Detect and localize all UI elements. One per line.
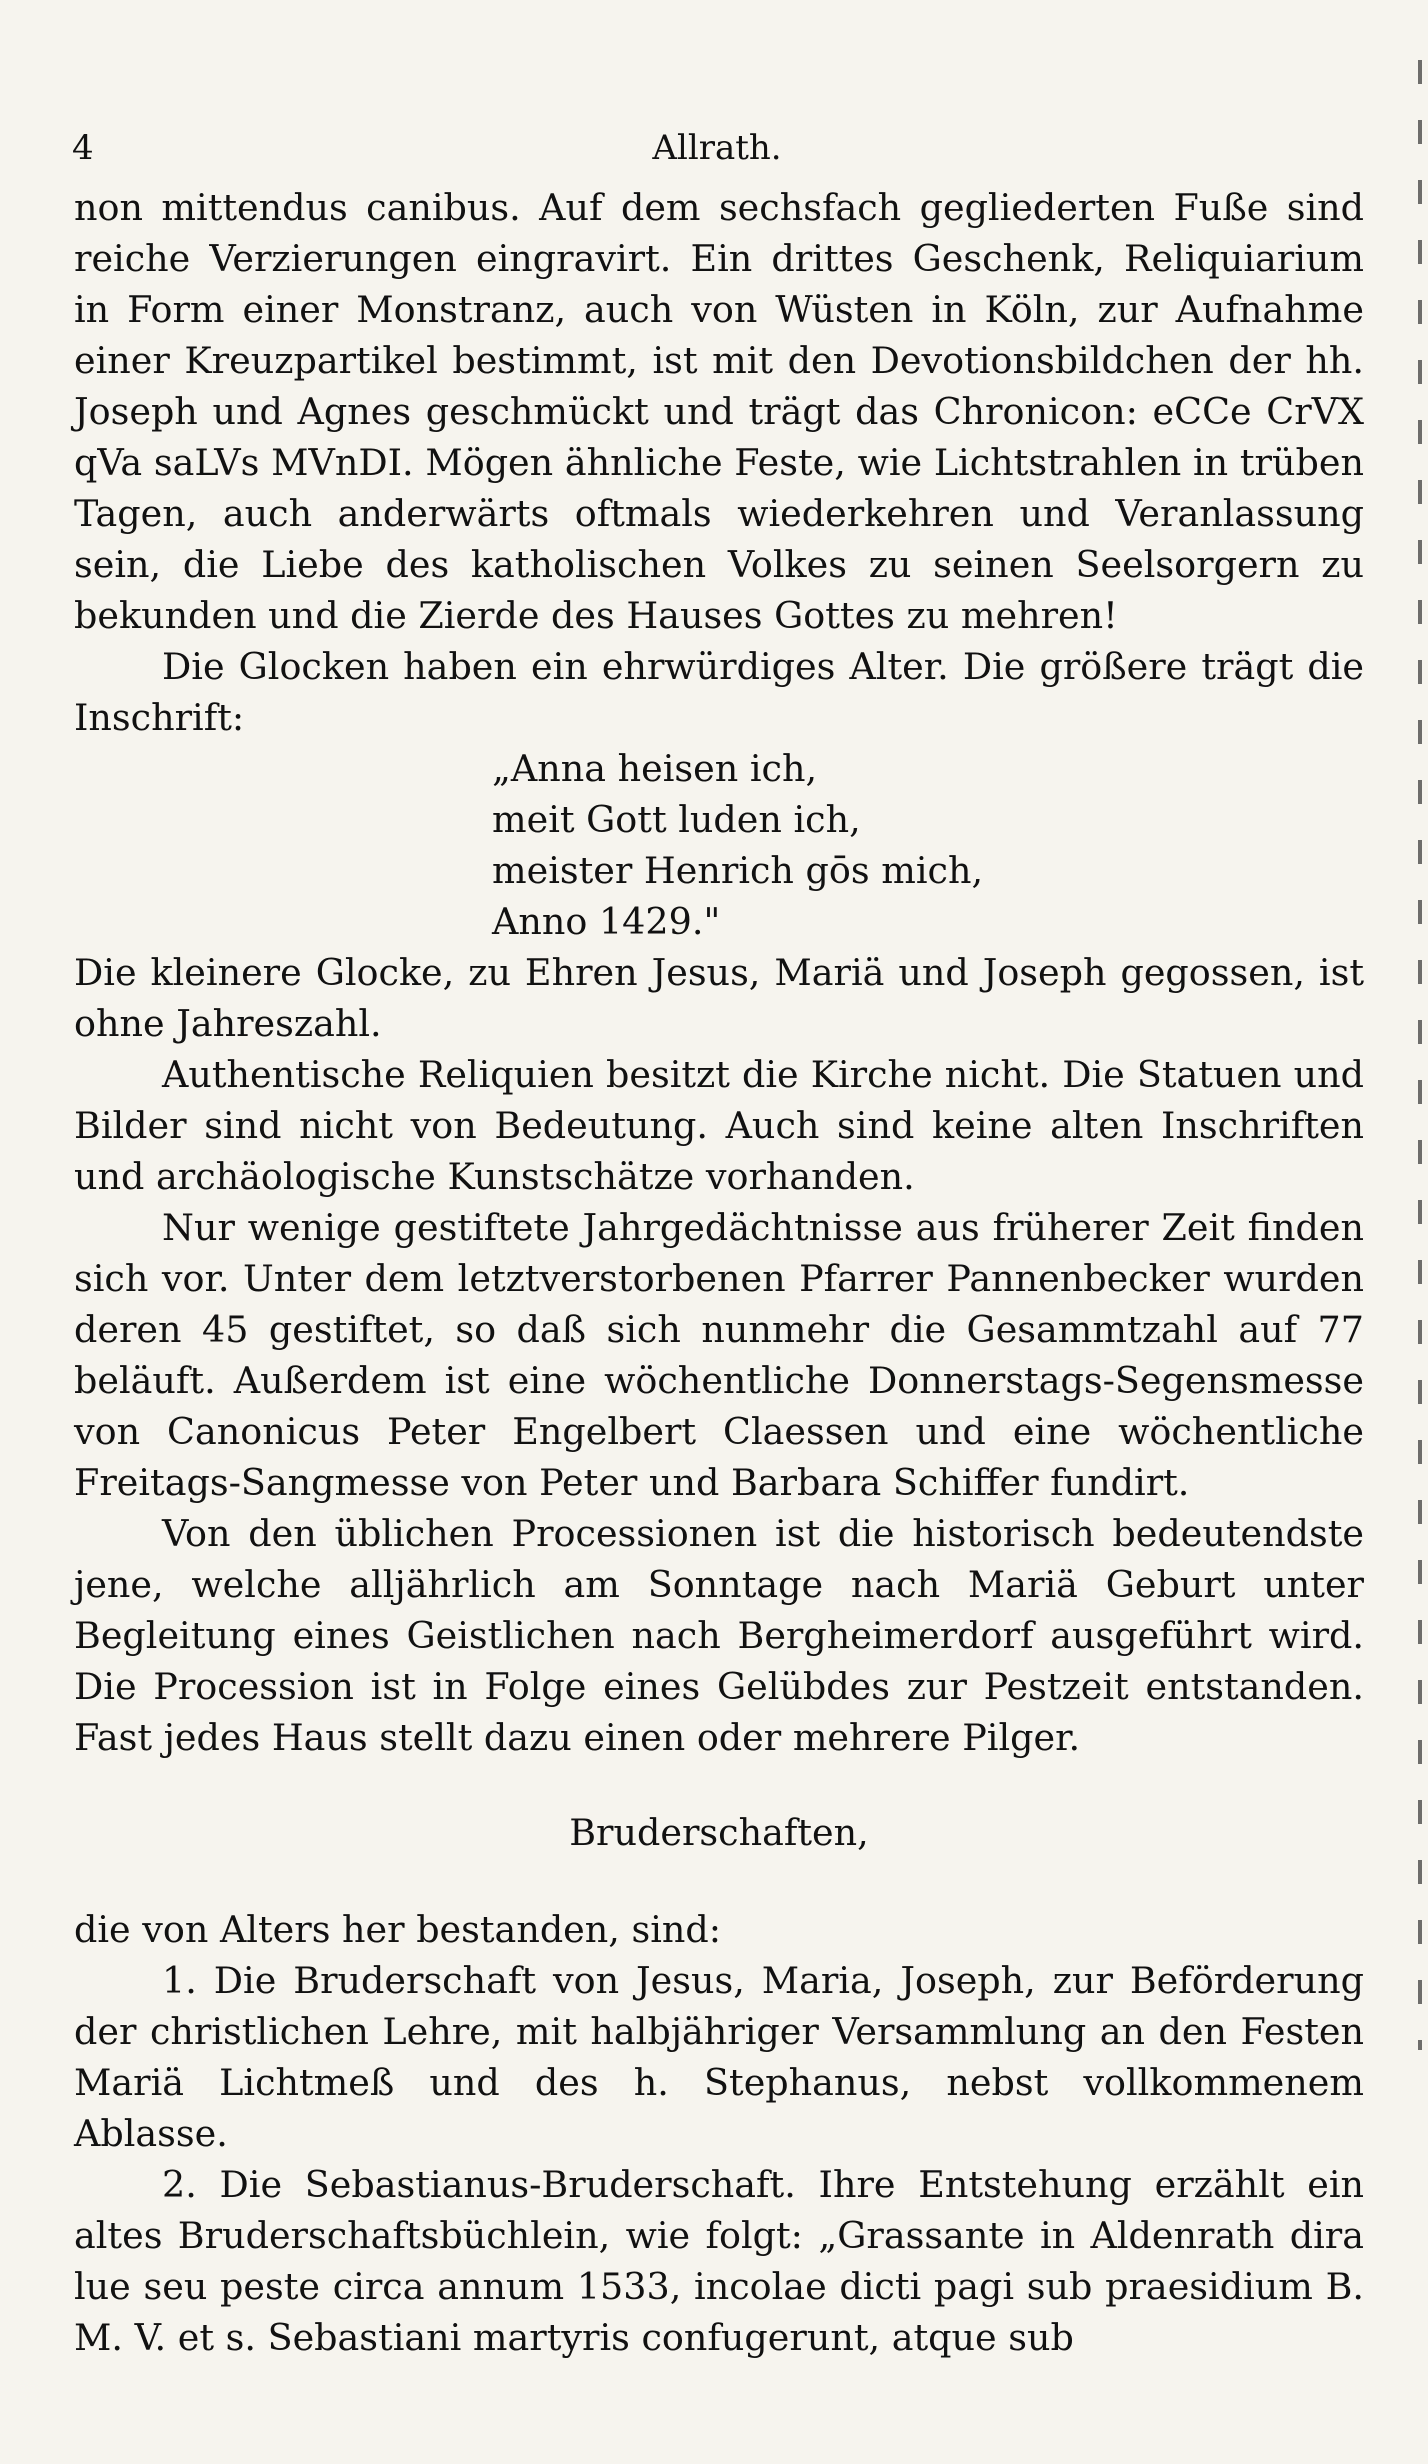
page-number: 4 [72,128,94,168]
bell-inscription [74,743,1364,947]
paragraph-continued: non mittendus canibus. Auf dem sechsfach gegliederten Fuße sind reiche Verzierungen eingravirt. Ein drittes Geschenk, Reliquiarium in Form einer Monstranz, auch von Wüsten in Köln, zur Aufnahme einer Kreuzpartikel bestimmt, ist mit den Devotionsbildchen der hh. Joseph und Agnes geschmückt und trägt das Chronicon: eCCe CrVX qVa saLVs MVnDI. Mögen ähnliche Feste, wie Lichtstrahlen in trüben Tagen, auch anderwärts oftmals wiederkehren und Veranlassung sein, die Liebe des katholischen Volkes zu seinen Seelsorgern zu bekunden und die Zierde des Hauses Gottes zu mehren! [74,186,1364,637]
section-heading: Bruderschaften, [569,1811,869,1854]
paragraph-processions: Von den üblichen Processionen ist die historisch bedeutendste jene, welche alljährlich am Sonntage nach Mariä Geburt unter Begleitung eines Geistlichen nach Bergheimerdorf ausgeführt wird. Die Procession ist in Folge eines Gelübdes zur Pestzeit entstanden. Fast jedes Haus stellt dazu einen oder mehrere Pilger. [74,1512,1364,1759]
page-body [74,182,1364,2363]
inscription-line: „Anna heisen ich, [492,747,818,790]
running-head: Allrath. [652,128,782,168]
page-edge-shadow [1418,60,1422,2050]
paragraph-anniversaries: Nur wenige gestiftete Jahrgedächtnisse aus früherer Zeit finden sich vor. Unter dem letztverstorbenen Pfarrer Pannenbecker wurden deren 45 gestiftet, so daß sich nunmehr die Gesammtzahl auf 77 beläuft. Außerdem ist eine wöchentliche Donnerstags-Segensmesse von Canonicus Peter Engelbert Claessen und eine wöchentliche Freitags-Sangmesse von Peter und Barbara Schiffer fundirt. [74,1206,1364,1504]
paragraph-small-bell: Die kleinere Glocke, zu Ehren Jesus, Mariä und Joseph gegossen, ist ohne Jahreszahl. [74,951,1364,1045]
paragraph-brotherhood-2: 2. Die Sebastianus-Bruderschaft. Ihre Entstehung erzählt ein altes Bruderschaftsbüchlein, wie folgt: „Grassante in Aldenrath dira lue seu peste circa annum 1533, incolae dicti pagi sub praesidium B. M. V. et s. Sebastiani martyris confugerunt, atque sub [74,2163,1364,2359]
paragraph-relics: Authentische Reliquien besitzt die Kirche nicht. Die Statuen und Bilder sind nicht von Bedeutung. Auch sind keine alten Inschriften und archäologische Kunstschätze vorhanden. [74,1053,1364,1198]
inscription-line: Anno 1429." [492,900,721,943]
page-header [72,128,1362,178]
paragraph-brotherhood-1: 1. Die Bruderschaft von Jesus, Maria, Joseph, zur Beförderung der christlichen Lehre, mit halbjähriger Versammlung an den Festen Mariä Lichtmeß und des h. Stephanus, nebst vollkommenem Ablasse. [74,1959,1364,2155]
inscription-line: meit Gott luden ich, [492,798,861,841]
inscription-line: meister Henrich gōs mich, [492,849,984,892]
paragraph-brotherhoods-intro: die von Alters her bestanden, sind: [74,1908,722,1951]
paragraph-bells: Die Glocken haben ein ehrwürdiges Alter. Die größere trägt die Inschrift: [74,645,1364,739]
